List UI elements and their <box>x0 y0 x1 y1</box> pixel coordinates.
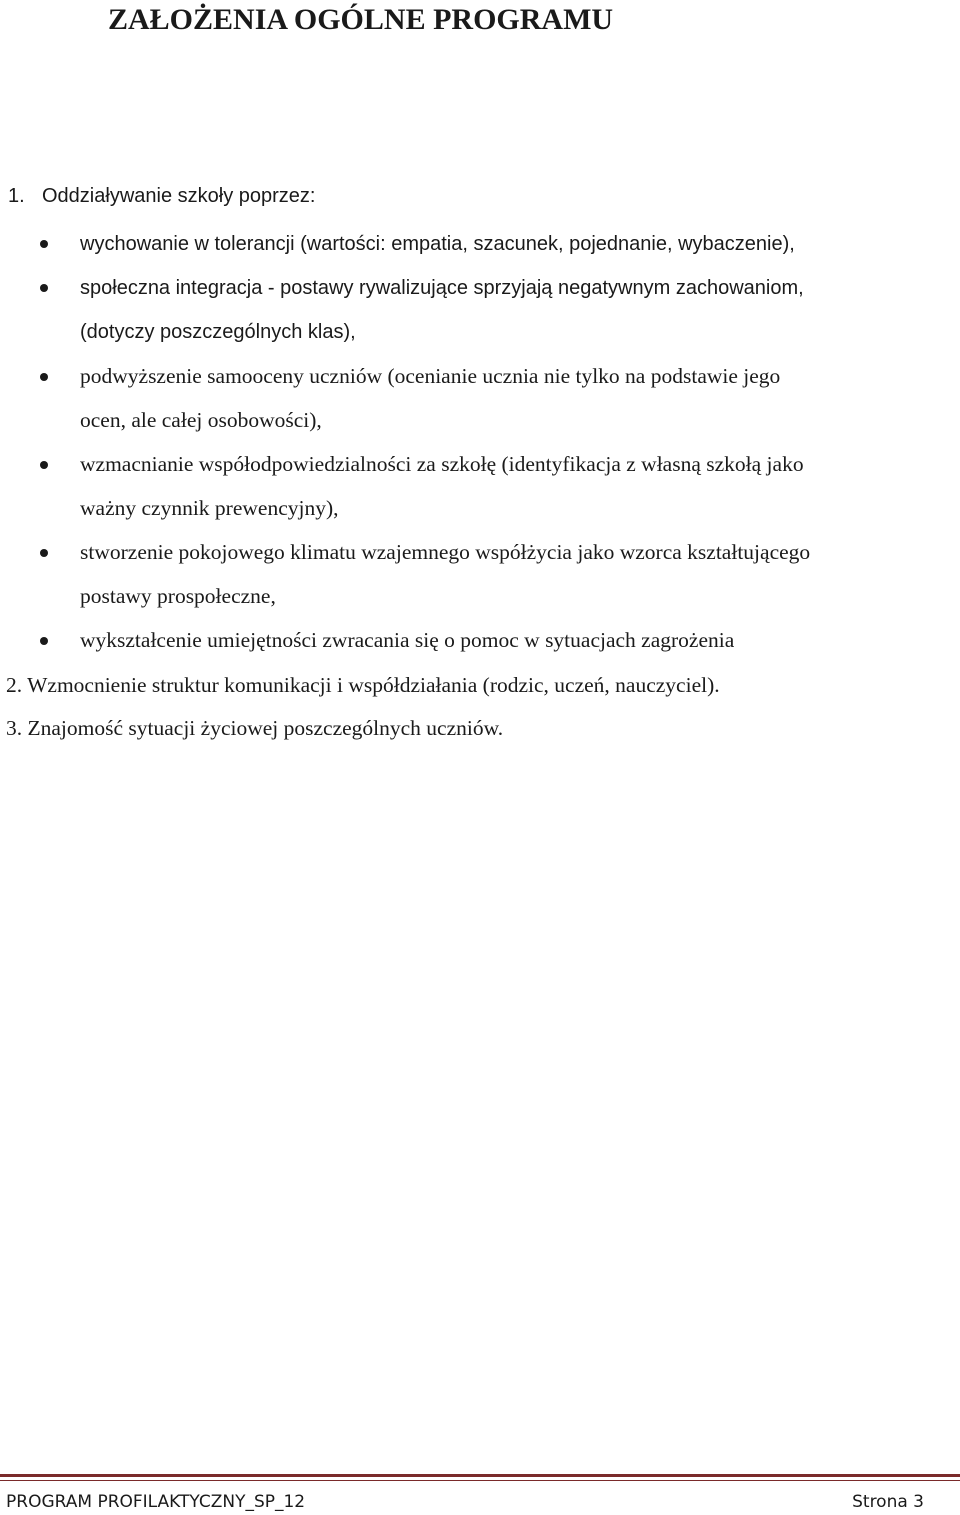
footer-program-name: PROGRAM PROFILAKTYCZNY_SP_12 <box>6 1492 306 1512</box>
list-item: wychowanie w tolerancji (wartości: empatia, szacunek, pojednanie, wybaczenie), <box>80 233 795 255</box>
footer-page-number: Strona 3 <box>852 1492 924 1512</box>
list-item: podwyższenie samooceny uczniów (ocenianie ucznia nie tylko na podstawie jego <box>80 364 781 388</box>
section-number: 1. <box>8 185 25 207</box>
list-item: wzmacnianie współodpowiedzialności za szkołę (identyfikacja z własną szkołą jako <box>80 452 804 476</box>
footer-rule <box>0 1474 960 1477</box>
bullet-icon <box>40 637 48 645</box>
list-item: stworzenie pokojowego klimatu wzajemnego współżycia jako wzorca kształtującego <box>80 540 811 564</box>
bullet-icon <box>40 373 48 381</box>
section-heading: Oddziaływanie szkoły poprzez: <box>42 185 316 207</box>
list-item-continuation: ocen, ale całej osobowości), <box>80 408 322 432</box>
numbered-item-2: 2. Wzmocnienie struktur komunikacji i współdziałania (rodzic, uczeń, nauczyciel). <box>6 673 720 697</box>
bullet-icon <box>40 549 48 557</box>
footer-rule <box>0 1480 960 1481</box>
bullet-icon <box>40 461 48 469</box>
bullet-icon <box>40 240 48 248</box>
list-item-continuation: ważny czynnik prewencyjny), <box>80 496 339 520</box>
list-item: społeczna integracja - postawy rywalizujące sprzyjają negatywnym zachowaniom, <box>80 277 804 299</box>
page-title: ZAŁOŻENIA OGÓLNE PROGRAMU <box>108 3 614 36</box>
list-item-continuation: (dotyczy poszczególnych klas), <box>80 321 356 343</box>
list-item-continuation: postawy prospołeczne, <box>80 584 276 608</box>
numbered-item-3: 3. Znajomość sytuacji życiowej poszczególnych uczniów. <box>6 716 504 740</box>
list-item: wykształcenie umiejętności zwracania się o pomoc w sytuacjach zagrożenia <box>80 628 735 652</box>
bullet-icon <box>40 284 48 292</box>
